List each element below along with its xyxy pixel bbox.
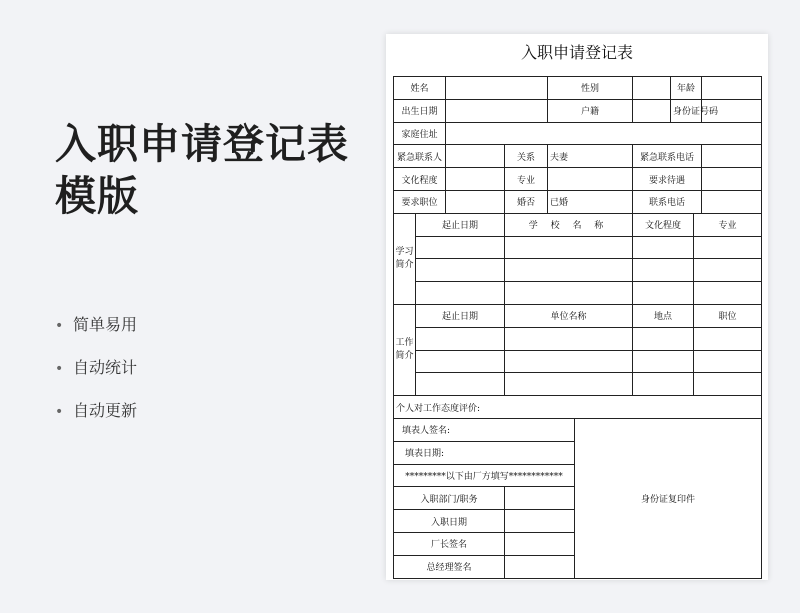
- input-name[interactable]: [446, 77, 548, 100]
- header-edu-level: 文化程度: [633, 213, 694, 236]
- label-birth-date: 出生日期: [394, 99, 446, 122]
- label-relation: 关系: [505, 145, 548, 168]
- table-row: [394, 327, 762, 350]
- page-title-line-1: 入职申请登记表: [55, 120, 349, 168]
- factory-note: *********以下由厂方填写************: [394, 464, 575, 487]
- label-filler-sign: 填表人签名:: [394, 418, 575, 441]
- input-emergency-contact[interactable]: [446, 145, 505, 168]
- input-gender[interactable]: [633, 77, 671, 100]
- table-row: [394, 190, 762, 213]
- header-position: 职位: [694, 304, 762, 327]
- bullet-icon: •: [55, 318, 64, 334]
- label-self-eval: 个人对工作态度评价:: [394, 396, 762, 419]
- value-relation[interactable]: 夫妻: [548, 145, 633, 168]
- input-age[interactable]: [702, 77, 762, 100]
- form-preview: [386, 34, 768, 580]
- value-marital[interactable]: 已婚: [548, 190, 633, 213]
- input-entry-date[interactable]: [505, 510, 575, 533]
- table-row: [394, 122, 762, 145]
- label-salary-expect: 要求待遇: [633, 168, 702, 191]
- label-department: 入职部门/职务: [394, 487, 505, 510]
- label-emergency-phone: 紧急联系电话: [633, 145, 702, 168]
- input-education[interactable]: [446, 168, 505, 191]
- input-phone[interactable]: [702, 190, 762, 213]
- label-manager-sign: 厂长签名: [394, 532, 505, 555]
- registration-table: [393, 76, 762, 579]
- label-address: 家庭住址: [394, 122, 446, 145]
- feature-list: [55, 308, 137, 437]
- page-title-line-2: 模版: [55, 172, 139, 220]
- table-row: [394, 350, 762, 373]
- input-address[interactable]: [446, 122, 762, 145]
- table-row: [394, 145, 762, 168]
- header-work-unit: 单位名称: [505, 304, 633, 327]
- header-start-end-date: 起止日期: [416, 213, 505, 236]
- label-age: 年龄: [671, 77, 702, 100]
- header-work-start-end-date: 起止日期: [416, 304, 505, 327]
- table-row: [394, 168, 762, 191]
- label-marital: 婚否: [505, 190, 548, 213]
- feature-item: • 自动统计: [55, 351, 137, 394]
- label-education: 文化程度: [394, 168, 446, 191]
- table-row: [394, 213, 762, 236]
- table-row: [394, 77, 762, 100]
- bullet-icon: •: [55, 404, 64, 420]
- table-row: [394, 259, 762, 282]
- input-manager-sign[interactable]: [505, 532, 575, 555]
- header-major: 专业: [694, 213, 762, 236]
- label-study-section: 学习简介: [394, 213, 416, 304]
- input-department[interactable]: [505, 487, 575, 510]
- bullet-icon: •: [55, 361, 64, 377]
- input-gm-sign[interactable]: [505, 555, 575, 578]
- feature-item: • 自动更新: [55, 394, 137, 437]
- label-gm-sign: 总经理签名: [394, 555, 505, 578]
- input-salary-expect[interactable]: [702, 168, 762, 191]
- header-location: 地点: [633, 304, 694, 327]
- table-row: [394, 282, 762, 305]
- table-row: [394, 236, 762, 259]
- table-row: [394, 99, 762, 122]
- label-phone: 联系电话: [633, 190, 702, 213]
- page-title: [55, 118, 349, 222]
- label-major: 专业: [505, 168, 548, 191]
- label-gender: 性别: [548, 77, 633, 100]
- label-job-wanted: 要求职位: [394, 190, 446, 213]
- input-major[interactable]: [548, 168, 633, 191]
- feature-item: • 简单易用: [55, 308, 137, 351]
- table-row: [394, 373, 762, 396]
- table-row: [394, 304, 762, 327]
- label-fill-date: 填表日期:: [394, 441, 575, 464]
- table-row: [394, 396, 762, 419]
- input-job-wanted[interactable]: [446, 190, 505, 213]
- label-id-number: 身份证号码: [671, 99, 702, 122]
- label-entry-date: 入职日期: [394, 510, 505, 533]
- label-work-section: 工作简介: [394, 304, 416, 395]
- label-hukou: 户籍: [548, 99, 633, 122]
- table-row: [394, 418, 762, 441]
- header-school-name: 学 校 名 称: [505, 213, 633, 236]
- input-birth-date[interactable]: [446, 99, 548, 122]
- form-title: 入职申请登记表: [520, 43, 633, 62]
- label-name: 姓名: [394, 77, 446, 100]
- label-emergency-contact: 紧急联系人: [394, 145, 446, 168]
- label-id-copy: 身份证复印件: [575, 418, 762, 578]
- input-emergency-phone[interactable]: [702, 145, 762, 168]
- input-hukou[interactable]: [633, 99, 671, 122]
